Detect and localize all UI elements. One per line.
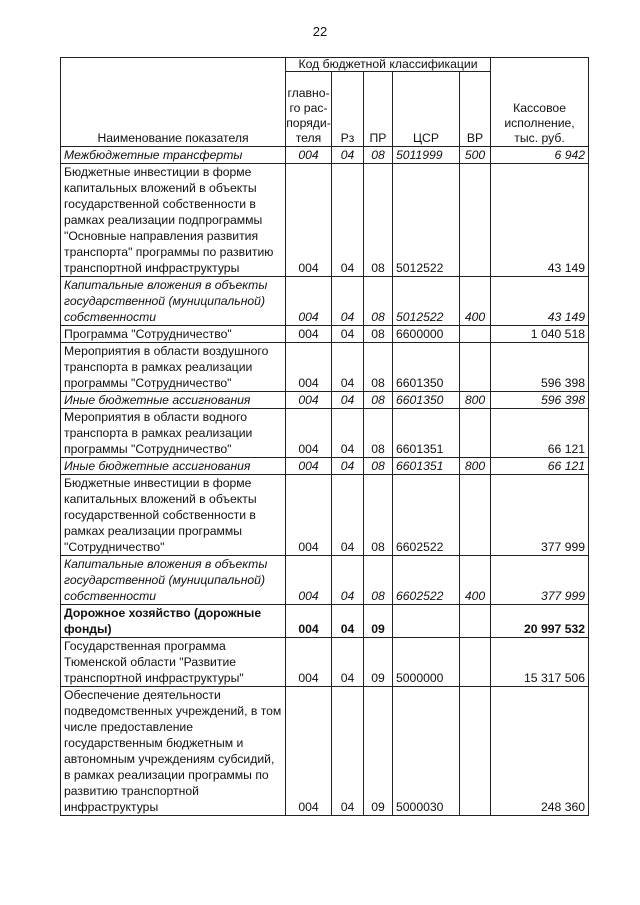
- row-rz: 04: [332, 458, 364, 475]
- row-rz: 04: [332, 605, 364, 638]
- row-vr: 400: [460, 556, 491, 605]
- row-pr: 09: [364, 638, 393, 687]
- header-csr: ЦСР: [393, 72, 460, 147]
- table-body: [61, 147, 589, 816]
- row-main-manager: 004: [286, 343, 332, 392]
- row-name: Мероприятия в области водного транспорта в рамках реализации программы "Сотрудничество": [61, 409, 286, 458]
- row-pr: 09: [364, 605, 393, 638]
- table-row: [61, 277, 589, 326]
- row-main-manager: 004: [286, 147, 332, 164]
- table-header: [61, 58, 589, 147]
- row-sum: 66 121: [491, 458, 589, 475]
- table-row: [61, 147, 589, 164]
- row-name: Государственная программа Тюменской области "Развитие транспортной инфраструктуры": [61, 638, 286, 687]
- row-sum: 20 997 532: [491, 605, 589, 638]
- row-csr: 5012522: [393, 277, 460, 326]
- row-csr: [393, 605, 460, 638]
- header-vr: ВР: [460, 72, 491, 147]
- row-name: Бюджетные инвестиции в форме капитальных вложений в объекты государственной собственности в рамках реализации подпрограммы "Основные направления развития транспорта" программы по развитию транспортной инфраструктуры: [61, 164, 286, 277]
- row-name: Мероприятия в области воздушного транспорта в рамках реализации программы "Сотрудничество": [61, 343, 286, 392]
- row-pr: 09: [364, 687, 393, 816]
- row-main-manager: 004: [286, 409, 332, 458]
- table-row: [61, 392, 589, 409]
- row-sum: 43 149: [491, 164, 589, 277]
- row-sum: 1 040 518: [491, 326, 589, 343]
- row-name: Межбюджетные трансферты: [61, 147, 286, 164]
- row-pr: 08: [364, 147, 393, 164]
- row-sum: 6 942: [491, 147, 589, 164]
- row-pr: 08: [364, 164, 393, 277]
- budget-table: [60, 57, 589, 816]
- row-main-manager: 004: [286, 277, 332, 326]
- row-csr: 6601350: [393, 392, 460, 409]
- row-csr: 6600000: [393, 326, 460, 343]
- header-main-manager: главно-го рас-поряди-теля: [286, 72, 332, 147]
- table-row: [61, 326, 589, 343]
- row-pr: 08: [364, 326, 393, 343]
- row-csr: 5012522: [393, 164, 460, 277]
- row-pr: 08: [364, 343, 393, 392]
- table-row: [61, 638, 589, 687]
- row-csr: 6602522: [393, 556, 460, 605]
- row-pr: 08: [364, 475, 393, 556]
- row-vr: 800: [460, 392, 491, 409]
- row-sum: 66 121: [491, 409, 589, 458]
- row-main-manager: 004: [286, 687, 332, 816]
- row-csr: 6601350: [393, 343, 460, 392]
- row-rz: 04: [332, 687, 364, 816]
- row-main-manager: 004: [286, 164, 332, 277]
- row-name: Дорожное хозяйство (дорожные фонды): [61, 605, 286, 638]
- row-name: Капитальные вложения в объекты государственной (муниципальной) собственности: [61, 277, 286, 326]
- row-rz: 04: [332, 326, 364, 343]
- row-pr: 08: [364, 277, 393, 326]
- table-row: [61, 409, 589, 458]
- table-row: [61, 687, 589, 816]
- row-sum: 377 999: [491, 556, 589, 605]
- row-rz: 04: [332, 638, 364, 687]
- row-name: Капитальные вложения в объекты государственной (муниципальной) собственности: [61, 556, 286, 605]
- row-main-manager: 004: [286, 605, 332, 638]
- row-main-manager: 004: [286, 556, 332, 605]
- row-vr: 500: [460, 147, 491, 164]
- row-rz: 04: [332, 409, 364, 458]
- row-sum: 248 360: [491, 687, 589, 816]
- row-vr: [460, 475, 491, 556]
- row-csr: 5000030: [393, 687, 460, 816]
- row-sum: 596 398: [491, 343, 589, 392]
- table-row: [61, 164, 589, 277]
- row-name: Иные бюджетные ассигнования: [61, 458, 286, 475]
- page-number: 22: [312, 24, 328, 39]
- row-main-manager: 004: [286, 326, 332, 343]
- row-rz: 04: [332, 556, 364, 605]
- row-main-manager: 004: [286, 638, 332, 687]
- row-csr: 6601351: [393, 458, 460, 475]
- row-rz: 04: [332, 147, 364, 164]
- row-vr: 400: [460, 277, 491, 326]
- table-row: [61, 475, 589, 556]
- row-sum: 377 999: [491, 475, 589, 556]
- row-vr: [460, 164, 491, 277]
- row-pr: 08: [364, 409, 393, 458]
- row-vr: 800: [460, 458, 491, 475]
- table-row: [61, 556, 589, 605]
- row-vr: [460, 326, 491, 343]
- row-csr: 6602522: [393, 475, 460, 556]
- table-row: [61, 343, 589, 392]
- row-rz: 04: [332, 277, 364, 326]
- row-pr: 08: [364, 556, 393, 605]
- row-vr: [460, 687, 491, 816]
- row-rz: 04: [332, 343, 364, 392]
- row-csr: 5000000: [393, 638, 460, 687]
- header-pr: ПР: [364, 72, 393, 147]
- header-sum: Кассовое исполнение, тыс. руб.: [491, 58, 589, 147]
- row-name: Программа "Сотрудничество": [61, 326, 286, 343]
- row-csr: 6601351: [393, 409, 460, 458]
- header-rz: Рз: [332, 72, 364, 147]
- row-pr: 08: [364, 392, 393, 409]
- row-main-manager: 004: [286, 458, 332, 475]
- row-csr: 5011999: [393, 147, 460, 164]
- row-pr: 08: [364, 458, 393, 475]
- row-vr: [460, 343, 491, 392]
- header-code-group: Код бюджетной классификации: [286, 58, 491, 72]
- header-name: Наименование показателя: [61, 58, 286, 147]
- row-rz: 04: [332, 475, 364, 556]
- row-name: Обеспечение деятельности подведомственных учреждений, в том числе предоставление государственным бюджетным и автономным учреждениям субсидий, в рамках реализации программы по развитию транспортной инфраструктуры: [61, 687, 286, 816]
- row-name: Иные бюджетные ассигнования: [61, 392, 286, 409]
- row-main-manager: 004: [286, 475, 332, 556]
- row-sum: 15 317 506: [491, 638, 589, 687]
- row-vr: [460, 409, 491, 458]
- row-rz: 04: [332, 392, 364, 409]
- row-main-manager: 004: [286, 392, 332, 409]
- table-row: [61, 458, 589, 475]
- row-name: Бюджетные инвестиции в форме капитальных вложений в объекты государственной собственности в рамках реализации программы "Сотрудничество": [61, 475, 286, 556]
- row-vr: [460, 605, 491, 638]
- row-rz: 04: [332, 164, 364, 277]
- row-sum: 43 149: [491, 277, 589, 326]
- row-sum: 596 398: [491, 392, 589, 409]
- table-row: [61, 605, 589, 638]
- row-vr: [460, 638, 491, 687]
